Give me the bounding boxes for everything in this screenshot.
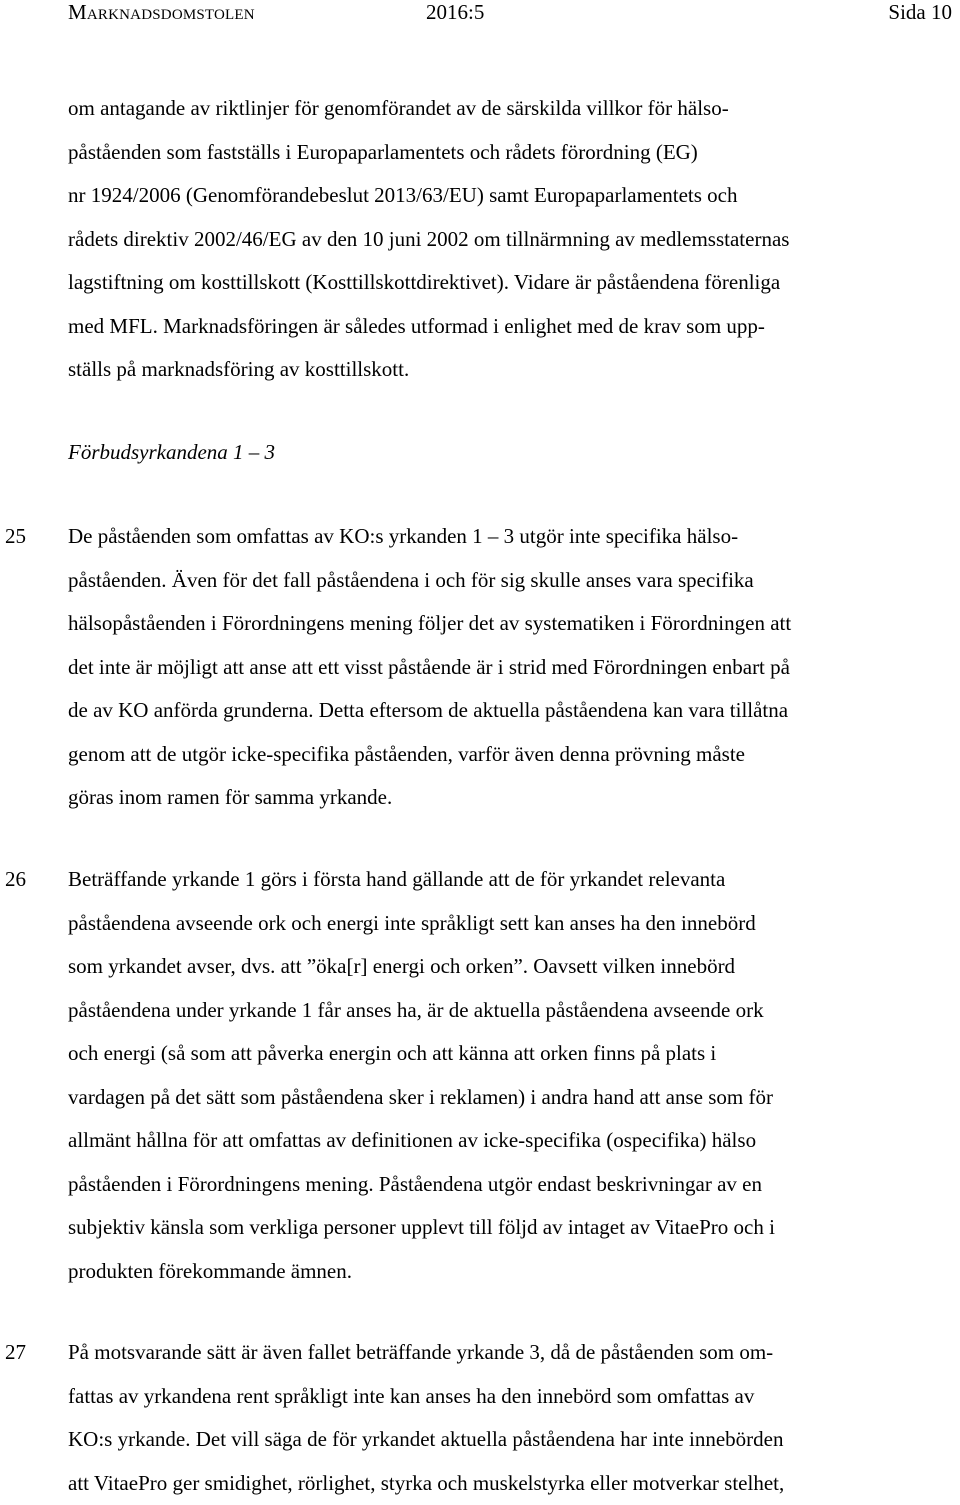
text-line: De påståenden som omfattas av KO:s yrkanden 1 – 3 utgör inte specifika hälso- [68, 515, 948, 559]
text-line: Beträffande yrkande 1 görs i första hand gällande att de för yrkandet relevanta [68, 858, 948, 902]
paragraph-number: 26 [5, 858, 26, 902]
text-line: det inte är möjligt att anse att ett visst påstående är i strid med Förordningen enbart på [68, 646, 948, 690]
text-line: produkten förekommande ämnen. [68, 1250, 948, 1294]
page-number: Sida 10 [888, 0, 952, 24]
page-header [0, 0, 960, 30]
text-line: subjektiv känsla som verkliga personer upplevt till följd av intaget av VitaePro och i [68, 1206, 948, 1250]
text-line: och energi (så som att påverka energin och att känna att orken finns på plats i [68, 1032, 948, 1076]
text-line: allmänt hållna för att omfattas av definitionen av icke-specifika (ospecifika) hälso [68, 1119, 948, 1163]
text-line: med MFL. Marknadsföringen är således utformad i enlighet med de krav som upp- [68, 305, 948, 349]
text-line: påståenden som fastställs i Europaparlamentets och rådets förordning (EG) [68, 131, 948, 175]
text-line: de av KO anförda grunderna. Detta eftersom de aktuella påståendena kan vara tillåtna [68, 689, 948, 733]
text-line: påståenden. Även för det fall påståendena i och för sig skulle anses vara specifika [68, 559, 948, 603]
paragraph-25 [68, 515, 948, 820]
text-line: genom att de utgör icke-specifika påståenden, varför även denna prövning måste [68, 733, 948, 777]
text-line: påståendena under yrkande 1 får anses ha, är de aktuella påståendena avseende ork [68, 989, 948, 1033]
text-line: KO:s yrkande. Det vill säga de för yrkandet aktuella påståendena har inte innebörden [68, 1418, 948, 1462]
paragraph-number: 25 [5, 515, 26, 559]
text-line: rådets direktiv 2002/46/EG av den 10 juni 2002 om tillnärmning av medlemsstaternas [68, 218, 948, 262]
text-line: vardagen på det sätt som påståendena sker i reklamen) i andra hand att anse som för [68, 1076, 948, 1120]
paragraph-number: 27 [5, 1331, 26, 1375]
text-line: fattas av yrkandena rent språkligt inte kan anses ha den innebörd som omfattas av [68, 1375, 948, 1419]
text-line: påståenden i Förordningens mening. Påståendena utgör endast beskrivningar av en [68, 1163, 948, 1207]
section-heading: Förbudsyrkandena 1 – 3 [68, 431, 275, 475]
text-line: På motsvarande sätt är även fallet beträffande yrkande 3, då de påståenden som om- [68, 1331, 948, 1375]
text-line: göras inom ramen för samma yrkande. [68, 776, 948, 820]
text-line: ställs på marknadsföring av kosttillskott. [68, 348, 948, 392]
text-line: påståendena avseende ork och energi inte språkligt sett kan anses ha den innebörd [68, 902, 948, 946]
paragraph-27 [68, 1331, 948, 1505]
text-line: hälsopåståenden i Förordningens mening följer det av systematiken i Förordningen att [68, 602, 948, 646]
text-line: som yrkandet avser, dvs. att ”öka[r] energi och orken”. Oavsett vilken innebörd [68, 945, 948, 989]
court-name: Marknadsdomstolen [68, 0, 255, 24]
text-line: lagstiftning om kosttillskott (Kosttillskottdirektivet). Vidare är påståendena förenliga [68, 261, 948, 305]
paragraph-26 [68, 858, 948, 1293]
case-number: 2016:5 [426, 0, 484, 24]
text-line: nr 1924/2006 (Genomförandebeslut 2013/63/EU) samt Europaparlamentets och [68, 174, 948, 218]
intro-paragraph [68, 87, 948, 392]
text-line: att VitaePro ger smidighet, rörlighet, styrka och muskelstyrka eller motverkar stelhet, [68, 1462, 948, 1505]
text-line: om antagande av riktlinjer för genomförandet av de särskilda villkor för hälso- [68, 87, 948, 131]
